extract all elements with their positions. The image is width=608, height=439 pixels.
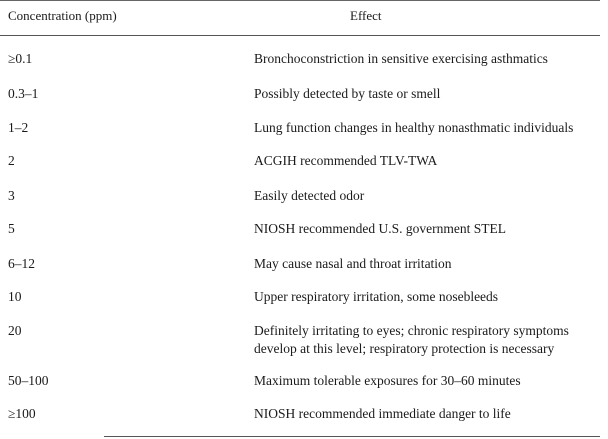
concentration-cell: 20 xyxy=(8,323,22,338)
effect-text: Maximum tolerable exposures for 30–60 minutes xyxy=(254,373,521,388)
concentration-cell: 50–100 xyxy=(8,373,49,388)
header-concentration: Concentration (ppm) xyxy=(8,8,117,23)
effect-cell xyxy=(254,322,604,358)
header-effect: Effect xyxy=(350,8,382,23)
concentration-cell: 3 xyxy=(8,188,15,203)
effect-text: NIOSH recommended immediate danger to life xyxy=(254,406,511,421)
concentration-cell: ≥100 xyxy=(8,406,36,421)
concentration-cell: 1–2 xyxy=(8,120,29,135)
effect-text: NIOSH recommended U.S. government STEL xyxy=(254,221,506,236)
effect-cell xyxy=(254,372,604,390)
effect-cell xyxy=(254,288,604,306)
effect-text: Upper respiratory irritation, some nosebleeds xyxy=(254,289,499,304)
effect-text: Easily detected odor xyxy=(254,188,365,203)
effect-text: develop at this level; respiratory protection is necessary xyxy=(254,341,555,356)
concentration-cell: 6–12 xyxy=(8,256,35,271)
effect-text: ACGIH recommended TLV-TWA xyxy=(254,153,438,168)
table-bottom-rule xyxy=(104,436,600,437)
effect-text: Definitely irritating to eyes; chronic respiratory symptoms xyxy=(254,323,569,338)
concentration-cell: 5 xyxy=(8,221,15,236)
concentration-cell: 10 xyxy=(8,289,22,304)
effect-cell xyxy=(254,50,604,68)
effect-text: May cause nasal and throat irritation xyxy=(254,256,452,271)
effect-text: Bronchoconstriction in sensitive exercising asthmatics xyxy=(254,51,548,66)
table-top-rule xyxy=(0,0,600,1)
effect-cell xyxy=(254,255,604,273)
effect-cell xyxy=(254,187,604,205)
effect-cell xyxy=(254,152,604,170)
effect-cell xyxy=(254,220,604,238)
effect-cell xyxy=(254,405,604,423)
effect-text: Lung function changes in healthy nonasthmatic individuals xyxy=(254,120,574,135)
concentration-cell: 0.3–1 xyxy=(8,86,39,101)
concentration-cell: 2 xyxy=(8,153,15,168)
effect-cell xyxy=(254,119,604,137)
header-rule xyxy=(0,35,600,36)
effect-text: Possibly detected by taste or smell xyxy=(254,86,441,101)
effect-cell xyxy=(254,85,604,103)
concentration-cell: ≥0.1 xyxy=(8,51,33,66)
